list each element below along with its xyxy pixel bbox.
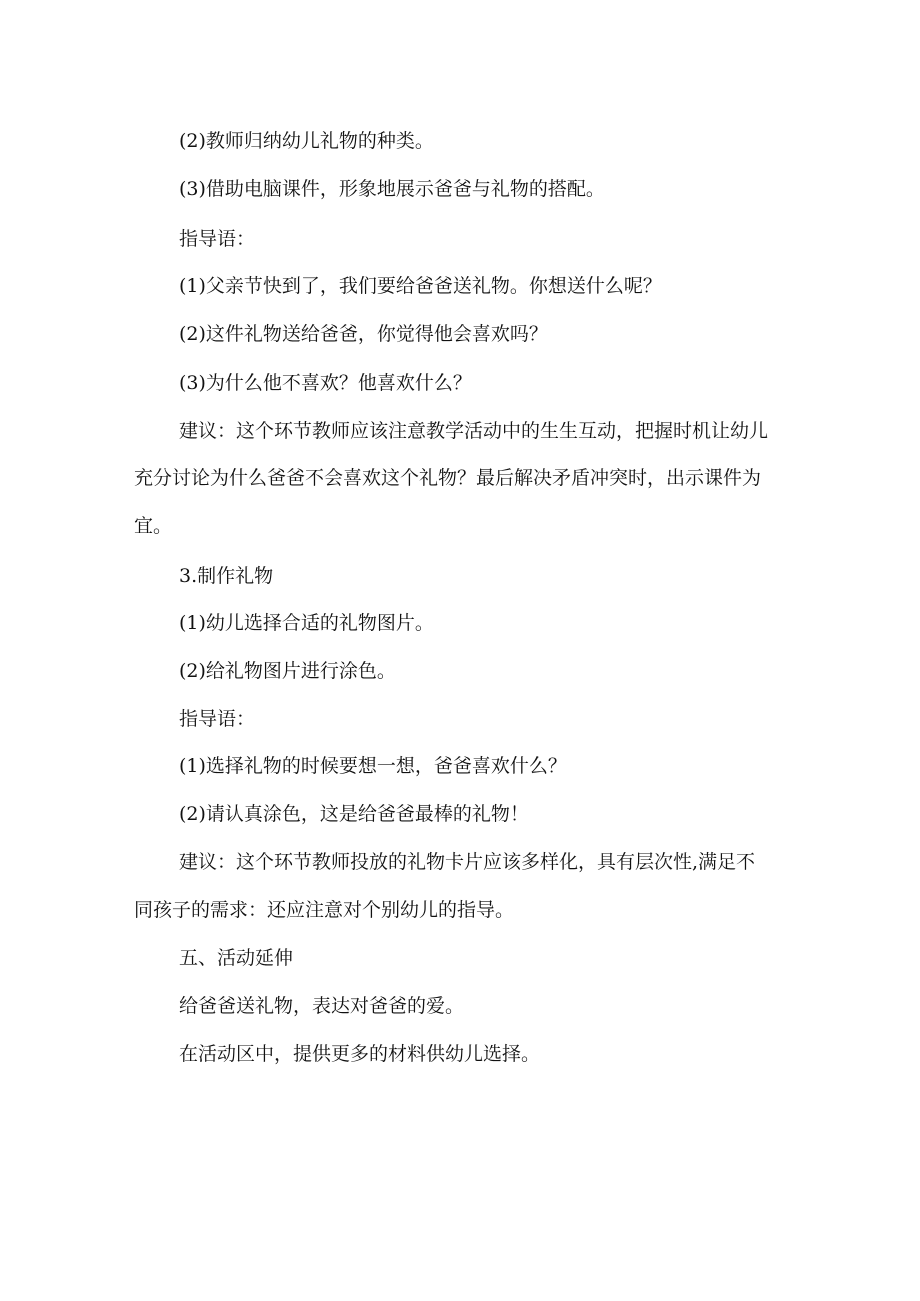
paragraph-19: 给爸爸送礼物，表达对爸爸的爱。 [179, 995, 465, 1017]
paragraph-14: (1)选择礼物的时候要想一想，爸爸喜欢什么？ [179, 755, 567, 777]
paragraph-suggestion-2-line-1: 建议：这个环节教师投放的礼物卡片应该多样化，具有层次性,满足不 [179, 851, 756, 873]
paragraph-2: (3)借助电脑课件，形象地展示爸爸与礼物的搭配。 [179, 178, 605, 200]
paragraph-4: (1)父亲节快到了，我们要给爸爸送礼物。你想送什么呢？ [179, 275, 662, 297]
paragraph-heading-guidance: 指导语： [179, 228, 256, 250]
paragraph-suggestion-1-line-3: 宜。 [134, 515, 173, 537]
paragraph-suggestion-1-line-2: 充分讨论为什么爸爸不会喜欢这个礼物？最后解决矛盾冲突时，出示课件为 [134, 467, 762, 489]
paragraph-1: (2)教师归纳幼儿礼物的种类。 [179, 130, 434, 152]
paragraph-20: 在活动区中，提供更多的材料供幼儿选择。 [179, 1043, 541, 1065]
paragraph-suggestion-1-line-1: 建议：这个环节教师应该注意教学活动中的生生互动，把握时机让幼儿 [179, 420, 769, 442]
paragraph-11: (1)幼儿选择合适的礼物图片。 [179, 612, 434, 634]
paragraph-5: (2)这件礼物送给爸爸，你觉得他会喜欢吗？ [179, 323, 548, 345]
paragraph-6: (3)为什么他不喜欢？他喜欢什么？ [179, 372, 472, 394]
paragraph-heading-guidance-2: 指导语： [179, 708, 256, 730]
paragraph-12: (2)给礼物图片进行涂色。 [179, 660, 396, 682]
paragraph-15: (2)请认真涂色，这是给爸爸最棒的礼物！ [179, 803, 529, 825]
section-heading-extension: 五、活动延伸 [179, 947, 294, 969]
section-heading-make-gift: 3.制作礼物 [179, 565, 274, 587]
paragraph-suggestion-2-line-2: 同孩子的需求：还应注意对个别幼儿的指导。 [134, 899, 515, 921]
